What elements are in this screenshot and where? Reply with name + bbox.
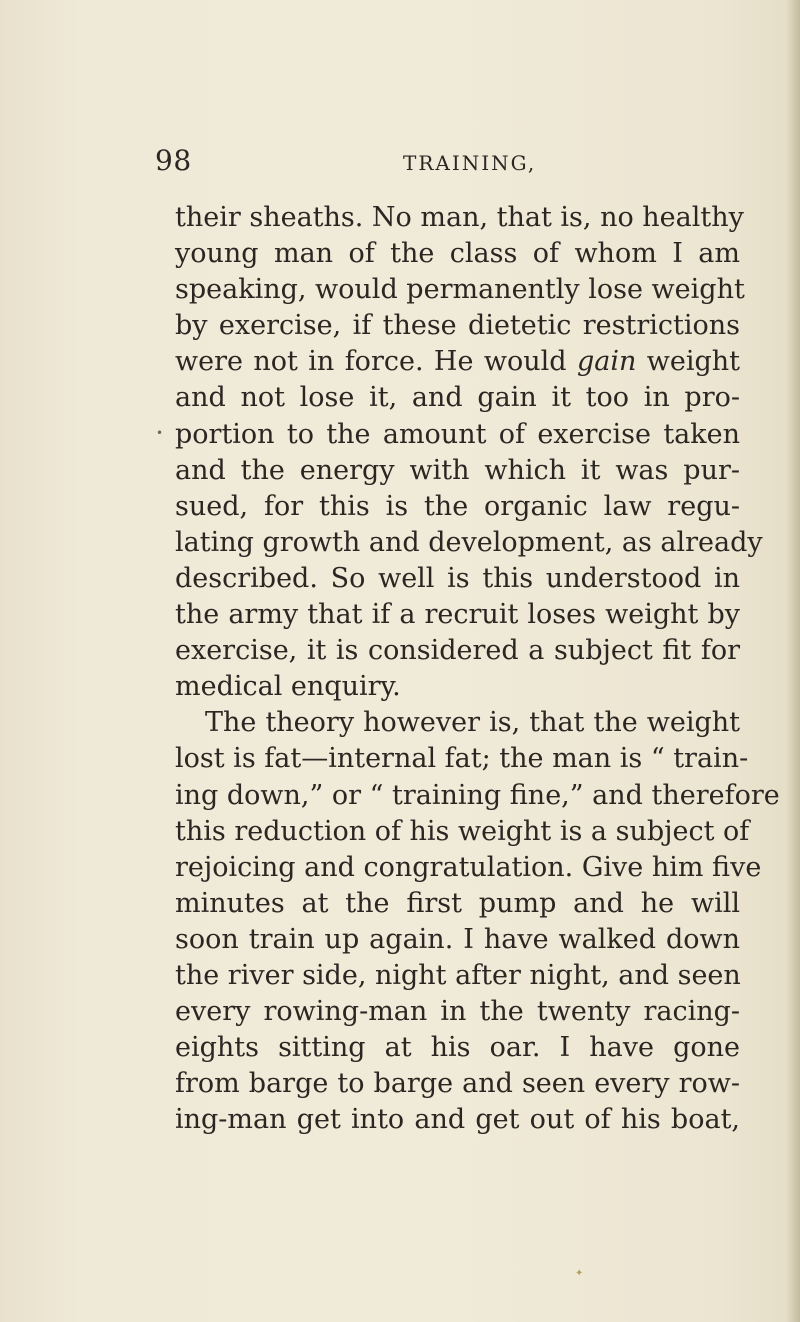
body-text: [175, 200, 780, 1138]
text-line: speaking, would permanently lose weight: [175, 274, 745, 306]
paragraph-start-line: The theory however is, that the weight: [205, 707, 740, 739]
text-line: from barge to barge and seen every row-: [175, 1068, 740, 1100]
page-header: [155, 143, 715, 183]
text-line: ing-man get into and get out of his boat,: [175, 1104, 740, 1136]
text-line: lost is fat—internal fat; the man is “ train-: [175, 743, 749, 775]
margin-bullet-mark: •: [156, 426, 164, 440]
text-line: the army that if a recruit loses weight by: [175, 599, 740, 631]
text-line: portion to the amount of exercise taken: [175, 418, 740, 450]
italic-word: gain: [576, 346, 637, 378]
ink-smudge-mark: ✦: [575, 1268, 584, 1279]
paragraph-end-line: medical enquiry.: [175, 671, 401, 703]
text-line: by exercise, if these dietetic restrictions: [175, 310, 740, 342]
text-line: this reduction of his weight is a subject of: [175, 815, 750, 847]
text-line: eights sitting at his oar. I have gone: [175, 1032, 740, 1064]
text-segment: weight: [636, 346, 740, 378]
text-line: and the energy with which it was pur-: [175, 454, 740, 486]
text-line: young man of the class of whom I am: [175, 238, 740, 270]
text-line: the river side, night after night, and seen: [175, 959, 741, 991]
running-head: TRAINING,: [403, 151, 537, 175]
text-line: minutes at the first pump and he will: [175, 887, 740, 919]
text-line: ing down,” or “ training fine,” and therefore: [175, 779, 780, 811]
text-line-with-italic: [175, 344, 740, 380]
text-segment: were not in force. He would: [175, 346, 577, 378]
text-line: lating growth and development, as already: [175, 526, 763, 558]
text-line: described. So well is this understood in: [175, 562, 740, 594]
page-edge-shadow: [786, 0, 800, 1322]
text-line: rejoicing and congratulation. Give him five: [175, 851, 762, 883]
text-line: soon train up again. I have walked down: [175, 923, 740, 955]
text-line: and not lose it, and gain it too in pro-: [175, 382, 740, 414]
text-line: every rowing-man in the twenty racing-: [175, 996, 740, 1028]
text-line: their sheaths. No man, that is, no healthy: [175, 202, 744, 233]
page-number: 98: [155, 144, 192, 177]
text-line: exercise, it is considered a subject fit for: [175, 635, 740, 667]
text-line: sued, for this is the organic law regu-: [175, 490, 740, 522]
